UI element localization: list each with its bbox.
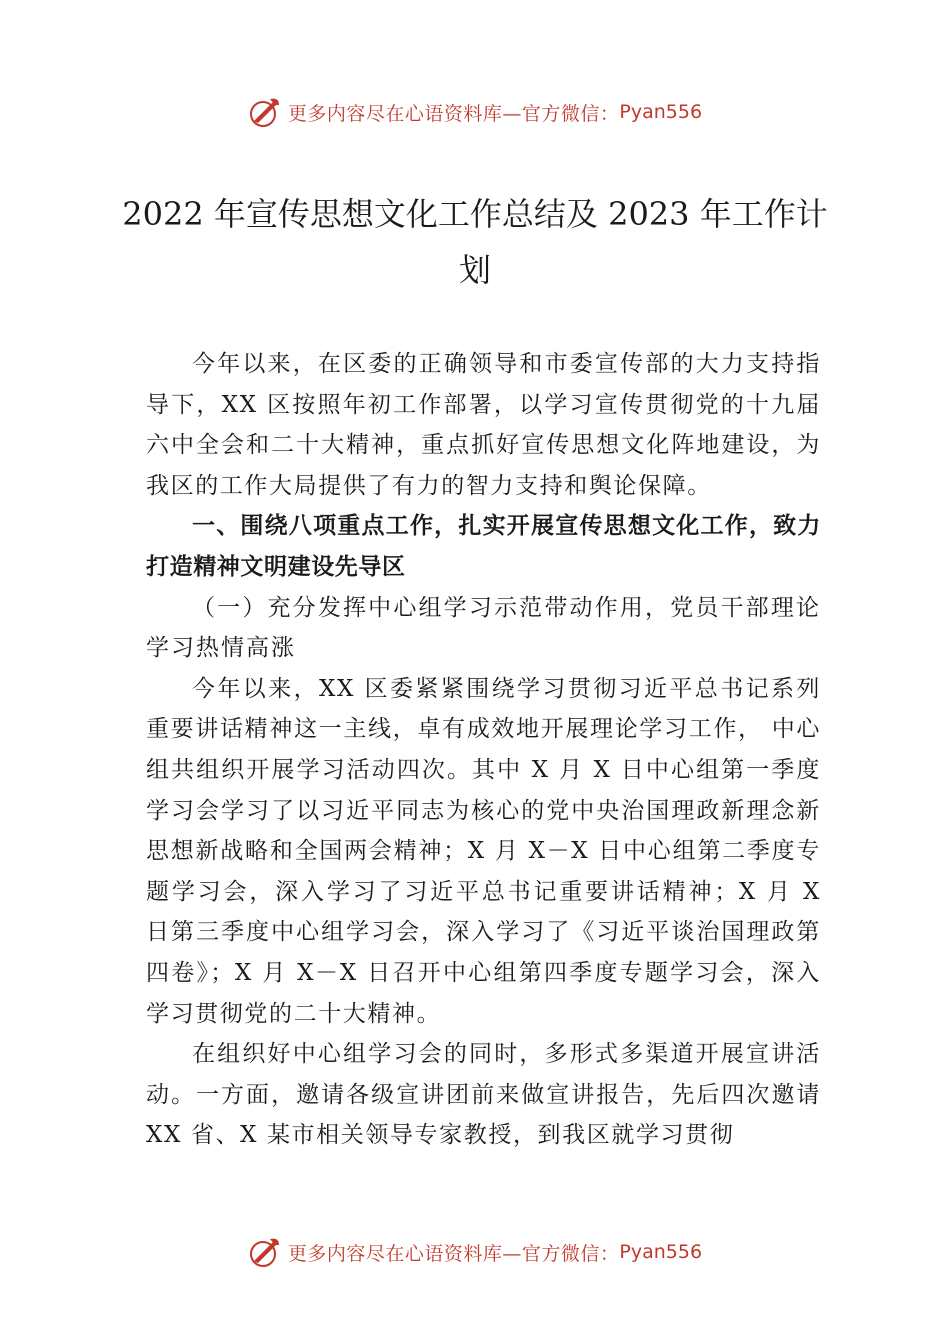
quill-pen-icon — [248, 95, 282, 129]
watermark-brand-text: 更多内容尽在心语资料库—官方微信： — [287, 1242, 620, 1265]
document-title: 2022 年宣传思想文化工作总结及 2023 年工作计划 — [122, 195, 828, 289]
header-watermark — [0, 92, 950, 132]
watermark-brand-text: 更多内容尽在心语资料库—官方微信： — [287, 102, 620, 125]
quill-pen-icon — [248, 1235, 282, 1269]
footer-watermark — [0, 1232, 950, 1272]
watermark-account: Pyan556 — [619, 1241, 703, 1263]
subsection-heading-1: （一）充分发挥中心组学习示范带动作用，党员干部理论学习热情高涨 — [146, 594, 821, 662]
study-sessions-paragraph: 今年以来，XX 区委紧紧围绕学习贯彻习近平总书记系列重要讲话精神这一主线，卓有成效地开展理论学习工作， 中心组共组织开展学习活动四次。其中 X 月 X 日中心组第一季度学习会学习了以习近平同志为核心的党中央治国理政新理念新思想新战略和全国两会精神；X 月 X－X 日中心组第二季度专题学习会，深入学习了习近平总书记重要讲话精神；X 月 X 日第三季度中心组学习会，深入学习了《习近平谈治国理政第四卷》；X 月 X－X 日召开中心组第四季度专题学习会，深入学习贯彻党的二十大精神。 — [146, 675, 821, 1027]
section-heading-1: 一、围绕八项重点工作，扎实开展宣传思想文化工作，致力打造精神文明建设先导区 — [146, 513, 821, 580]
intro-paragraph: 今年以来，在区委的正确领导和市委宣传部的大力支持指导下，XX 区按照年初工作部署，以学习宣传贯彻党的十九届六中全会和二十大精神，重点抓好宣传思想文化阵地建设，为我区的工作大局提供了有力的智力支持和舆论保障。 — [146, 351, 821, 499]
watermark-account: Pyan556 — [619, 101, 703, 123]
lecture-activities-paragraph: 在组织好中心组学习会的同时，多形式多渠道开展宣讲活动。一方面，邀请各级宣讲团前来做宣讲报告，先后四次邀请 XX 省、X 某市相关领导专家教授，到我区就学习贯彻 — [146, 1041, 821, 1149]
document-body — [146, 344, 821, 1156]
